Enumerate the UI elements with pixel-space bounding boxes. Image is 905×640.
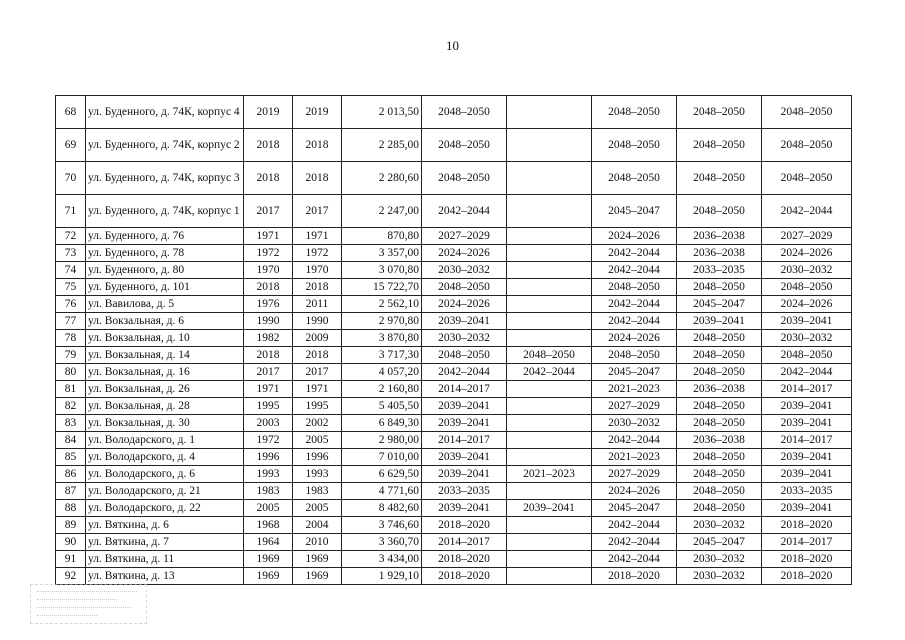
table-row	[56, 195, 852, 228]
period-1-cell: 2018–2020	[422, 568, 507, 585]
address-cell: ул. Володарского, д. 6	[86, 466, 244, 483]
period-5-cell: 2027–2029	[762, 228, 852, 245]
period-4-cell: 2045–2047	[677, 534, 762, 551]
table-row	[56, 517, 852, 534]
period-3-cell: 2021–2023	[592, 449, 677, 466]
address-cell: ул. Вяткина, д. 11	[86, 551, 244, 568]
year-commissioned-cell: 1971	[293, 381, 342, 398]
row-number: 88	[56, 500, 86, 517]
table-row	[56, 228, 852, 245]
housing-table	[55, 95, 852, 585]
row-number: 71	[56, 195, 86, 228]
area-cell: 2 280,60	[342, 162, 422, 195]
period-2-cell	[507, 449, 592, 466]
area-cell: 3 070,80	[342, 262, 422, 279]
table-row	[56, 347, 852, 364]
row-number: 81	[56, 381, 86, 398]
table-row	[56, 279, 852, 296]
period-3-cell: 2045–2047	[592, 195, 677, 228]
period-1-cell: 2018–2020	[422, 517, 507, 534]
year-commissioned-cell: 1993	[293, 466, 342, 483]
period-3-cell: 2042–2044	[592, 432, 677, 449]
period-3-cell: 2024–2026	[592, 228, 677, 245]
row-number: 79	[56, 347, 86, 364]
page-number: 10	[446, 38, 459, 53]
table-row	[56, 296, 852, 313]
period-2-cell	[507, 129, 592, 162]
address-cell: ул. Буденного, д. 76	[86, 228, 244, 245]
period-5-cell: 2048–2050	[762, 129, 852, 162]
period-1-cell: 2039–2041	[422, 398, 507, 415]
table-row	[56, 364, 852, 381]
address-cell: ул. Вокзальная, д. 16	[86, 364, 244, 381]
period-5-cell: 2048–2050	[762, 347, 852, 364]
table-row	[56, 162, 852, 195]
period-3-cell: 2045–2047	[592, 500, 677, 517]
period-5-cell: 2018–2020	[762, 568, 852, 585]
year-built-cell: 2018	[244, 279, 293, 296]
period-1-cell: 2018–2020	[422, 551, 507, 568]
period-3-cell: 2045–2047	[592, 364, 677, 381]
year-built-cell: 2018	[244, 347, 293, 364]
address-cell: ул. Буденного, д. 74К, корпус 1	[86, 195, 244, 228]
period-3-cell: 2048–2050	[592, 347, 677, 364]
period-2-cell	[507, 96, 592, 129]
period-1-cell: 2014–2017	[422, 432, 507, 449]
address-cell: ул. Буденного, д. 78	[86, 245, 244, 262]
area-cell: 2 285,00	[342, 129, 422, 162]
period-2-cell	[507, 398, 592, 415]
period-4-cell: 2030–2032	[677, 517, 762, 534]
address-cell: ул. Вяткина, д. 6	[86, 517, 244, 534]
year-commissioned-cell: 2018	[293, 347, 342, 364]
period-2-cell	[507, 517, 592, 534]
area-cell: 3 746,60	[342, 517, 422, 534]
year-commissioned-cell: 1969	[293, 551, 342, 568]
row-number: 75	[56, 279, 86, 296]
year-commissioned-cell: 2011	[293, 296, 342, 313]
period-4-cell: 2048–2050	[677, 96, 762, 129]
period-1-cell: 2039–2041	[422, 500, 507, 517]
period-3-cell: 2027–2029	[592, 466, 677, 483]
period-1-cell: 2039–2041	[422, 466, 507, 483]
period-4-cell: 2036–2038	[677, 381, 762, 398]
period-1-cell: 2030–2032	[422, 330, 507, 347]
period-4-cell: 2048–2050	[677, 466, 762, 483]
period-5-cell: 2024–2026	[762, 296, 852, 313]
area-cell: 6 629,50	[342, 466, 422, 483]
period-5-cell: 2039–2041	[762, 398, 852, 415]
table-row	[56, 449, 852, 466]
period-5-cell: 2014–2017	[762, 381, 852, 398]
area-cell: 2 013,50	[342, 96, 422, 129]
period-4-cell: 2048–2050	[677, 364, 762, 381]
table-row	[56, 313, 852, 330]
year-built-cell: 1976	[244, 296, 293, 313]
period-2-cell	[507, 313, 592, 330]
period-3-cell: 2048–2050	[592, 162, 677, 195]
year-commissioned-cell: 2018	[293, 279, 342, 296]
period-2-cell: 2042–2044	[507, 364, 592, 381]
area-cell: 2 160,80	[342, 381, 422, 398]
year-built-cell: 1972	[244, 245, 293, 262]
period-3-cell: 2048–2050	[592, 129, 677, 162]
period-3-cell: 2021–2023	[592, 381, 677, 398]
row-number: 89	[56, 517, 86, 534]
area-cell: 8 482,60	[342, 500, 422, 517]
year-commissioned-cell: 2005	[293, 500, 342, 517]
row-number: 85	[56, 449, 86, 466]
period-3-cell: 2042–2044	[592, 296, 677, 313]
row-number: 72	[56, 228, 86, 245]
year-built-cell: 1982	[244, 330, 293, 347]
table-row	[56, 500, 852, 517]
period-5-cell: 2039–2041	[762, 313, 852, 330]
period-5-cell: 2042–2044	[762, 364, 852, 381]
area-cell: 3 357,00	[342, 245, 422, 262]
address-cell: ул. Буденного, д. 74К, корпус 4	[86, 96, 244, 129]
year-commissioned-cell: 1996	[293, 449, 342, 466]
period-4-cell: 2048–2050	[677, 483, 762, 500]
row-number: 87	[56, 483, 86, 500]
period-2-cell	[507, 195, 592, 228]
address-cell: ул. Володарского, д. 21	[86, 483, 244, 500]
table-row	[56, 330, 852, 347]
period-2-cell	[507, 432, 592, 449]
period-4-cell: 2045–2047	[677, 296, 762, 313]
table-row	[56, 466, 852, 483]
row-number: 86	[56, 466, 86, 483]
table-row	[56, 534, 852, 551]
period-3-cell: 2048–2050	[592, 279, 677, 296]
year-built-cell: 1971	[244, 381, 293, 398]
period-1-cell: 2039–2041	[422, 449, 507, 466]
year-commissioned-cell: 1971	[293, 228, 342, 245]
period-4-cell: 2033–2035	[677, 262, 762, 279]
year-commissioned-cell: 2002	[293, 415, 342, 432]
period-1-cell: 2014–2017	[422, 534, 507, 551]
period-2-cell	[507, 262, 592, 279]
year-commissioned-cell: 1995	[293, 398, 342, 415]
address-cell: ул. Буденного, д. 80	[86, 262, 244, 279]
row-number: 80	[56, 364, 86, 381]
period-2-cell	[507, 415, 592, 432]
period-4-cell: 2048–2050	[677, 330, 762, 347]
period-1-cell: 2024–2026	[422, 245, 507, 262]
period-1-cell: 2048–2050	[422, 129, 507, 162]
year-commissioned-cell: 2017	[293, 364, 342, 381]
period-4-cell: 2048–2050	[677, 398, 762, 415]
period-4-cell: 2036–2038	[677, 245, 762, 262]
row-number: 74	[56, 262, 86, 279]
table-row	[56, 381, 852, 398]
period-5-cell: 2024–2026	[762, 245, 852, 262]
area-cell: 3 434,00	[342, 551, 422, 568]
period-1-cell: 2039–2041	[422, 415, 507, 432]
period-3-cell: 2042–2044	[592, 517, 677, 534]
year-built-cell: 1971	[244, 228, 293, 245]
year-commissioned-cell: 2004	[293, 517, 342, 534]
year-built-cell: 1993	[244, 466, 293, 483]
year-built-cell: 2005	[244, 500, 293, 517]
address-cell: ул. Володарского, д. 1	[86, 432, 244, 449]
area-cell: 2 980,00	[342, 432, 422, 449]
period-3-cell: 2042–2044	[592, 262, 677, 279]
period-5-cell: 2048–2050	[762, 162, 852, 195]
period-2-cell	[507, 568, 592, 585]
year-built-cell: 1968	[244, 517, 293, 534]
address-cell: ул. Буденного, д. 101	[86, 279, 244, 296]
year-built-cell: 1969	[244, 551, 293, 568]
year-built-cell: 1996	[244, 449, 293, 466]
year-built-cell: 1995	[244, 398, 293, 415]
period-3-cell: 2018–2020	[592, 568, 677, 585]
table-body	[56, 96, 852, 585]
year-built-cell: 1970	[244, 262, 293, 279]
year-built-cell: 2017	[244, 195, 293, 228]
row-number: 73	[56, 245, 86, 262]
year-commissioned-cell: 2018	[293, 129, 342, 162]
period-2-cell	[507, 245, 592, 262]
period-1-cell: 2048–2050	[422, 96, 507, 129]
period-2-cell	[507, 296, 592, 313]
period-1-cell: 2048–2050	[422, 162, 507, 195]
year-built-cell: 2019	[244, 96, 293, 129]
period-1-cell: 2042–2044	[422, 364, 507, 381]
period-3-cell: 2027–2029	[592, 398, 677, 415]
table-row	[56, 483, 852, 500]
row-number: 90	[56, 534, 86, 551]
year-commissioned-cell: 1969	[293, 568, 342, 585]
area-cell: 1 929,10	[342, 568, 422, 585]
year-built-cell: 2017	[244, 364, 293, 381]
period-4-cell: 2048–2050	[677, 500, 762, 517]
period-4-cell: 2048–2050	[677, 347, 762, 364]
year-commissioned-cell: 1983	[293, 483, 342, 500]
year-built-cell: 1964	[244, 534, 293, 551]
period-5-cell: 2033–2035	[762, 483, 852, 500]
period-4-cell: 2048–2050	[677, 195, 762, 228]
area-cell: 4 771,60	[342, 483, 422, 500]
period-4-cell: 2030–2032	[677, 551, 762, 568]
period-2-cell: 2021–2023	[507, 466, 592, 483]
period-5-cell: 2039–2041	[762, 500, 852, 517]
area-cell: 3 717,30	[342, 347, 422, 364]
period-5-cell: 2042–2044	[762, 195, 852, 228]
period-4-cell: 2048–2050	[677, 449, 762, 466]
period-5-cell: 2018–2020	[762, 551, 852, 568]
period-2-cell	[507, 279, 592, 296]
year-commissioned-cell: 2009	[293, 330, 342, 347]
period-1-cell: 2030–2032	[422, 262, 507, 279]
row-number: 70	[56, 162, 86, 195]
address-cell: ул. Вяткина, д. 13	[86, 568, 244, 585]
period-3-cell: 2030–2032	[592, 415, 677, 432]
year-commissioned-cell: 2005	[293, 432, 342, 449]
year-built-cell: 2018	[244, 162, 293, 195]
row-number: 92	[56, 568, 86, 585]
period-1-cell: 2048–2050	[422, 347, 507, 364]
period-4-cell: 2036–2038	[677, 228, 762, 245]
year-built-cell: 2018	[244, 129, 293, 162]
period-4-cell: 2048–2050	[677, 279, 762, 296]
period-1-cell: 2024–2026	[422, 296, 507, 313]
period-5-cell: 2048–2050	[762, 279, 852, 296]
address-cell: ул. Вокзальная, д. 26	[86, 381, 244, 398]
year-built-cell: 1972	[244, 432, 293, 449]
address-cell: ул. Вокзальная, д. 6	[86, 313, 244, 330]
area-cell: 5 405,50	[342, 398, 422, 415]
period-5-cell: 2039–2041	[762, 449, 852, 466]
row-number: 76	[56, 296, 86, 313]
area-cell: 6 849,30	[342, 415, 422, 432]
period-2-cell: 2039–2041	[507, 500, 592, 517]
table-row	[56, 129, 852, 162]
table-row	[56, 432, 852, 449]
year-commissioned-cell: 1970	[293, 262, 342, 279]
period-3-cell: 2024–2026	[592, 483, 677, 500]
period-1-cell: 2027–2029	[422, 228, 507, 245]
faded-stamp	[30, 584, 147, 624]
year-built-cell: 1983	[244, 483, 293, 500]
period-2-cell: 2048–2050	[507, 347, 592, 364]
area-cell: 2 970,80	[342, 313, 422, 330]
area-cell: 7 010,00	[342, 449, 422, 466]
period-1-cell: 2048–2050	[422, 279, 507, 296]
row-number: 78	[56, 330, 86, 347]
address-cell: ул. Вокзальная, д. 10	[86, 330, 244, 347]
address-cell: ул. Володарского, д. 4	[86, 449, 244, 466]
period-5-cell: 2018–2020	[762, 517, 852, 534]
period-1-cell: 2042–2044	[422, 195, 507, 228]
period-4-cell: 2036–2038	[677, 432, 762, 449]
period-5-cell: 2030–2032	[762, 330, 852, 347]
row-number: 77	[56, 313, 86, 330]
period-2-cell	[507, 330, 592, 347]
period-4-cell: 2048–2050	[677, 162, 762, 195]
address-cell: ул. Вокзальная, д. 30	[86, 415, 244, 432]
table-row	[56, 262, 852, 279]
area-cell: 2 247,00	[342, 195, 422, 228]
address-cell: ул. Вяткина, д. 7	[86, 534, 244, 551]
year-commissioned-cell: 2019	[293, 96, 342, 129]
period-3-cell: 2042–2044	[592, 551, 677, 568]
row-number: 91	[56, 551, 86, 568]
period-2-cell	[507, 483, 592, 500]
year-commissioned-cell: 2010	[293, 534, 342, 551]
year-commissioned-cell: 2018	[293, 162, 342, 195]
address-cell: ул. Вокзальная, д. 28	[86, 398, 244, 415]
period-4-cell: 2048–2050	[677, 415, 762, 432]
table-row	[56, 245, 852, 262]
period-1-cell: 2039–2041	[422, 313, 507, 330]
area-cell: 2 562,10	[342, 296, 422, 313]
period-5-cell: 2014–2017	[762, 432, 852, 449]
year-commissioned-cell: 1972	[293, 245, 342, 262]
period-4-cell: 2039–2041	[677, 313, 762, 330]
period-3-cell: 2042–2044	[592, 534, 677, 551]
period-5-cell: 2030–2032	[762, 262, 852, 279]
area-cell: 3 360,70	[342, 534, 422, 551]
period-3-cell: 2024–2026	[592, 330, 677, 347]
period-2-cell	[507, 228, 592, 245]
period-2-cell	[507, 162, 592, 195]
year-commissioned-cell: 2017	[293, 195, 342, 228]
table-row	[56, 551, 852, 568]
address-cell: ул. Вокзальная, д. 14	[86, 347, 244, 364]
year-built-cell: 2003	[244, 415, 293, 432]
address-cell: ул. Буденного, д. 74К, корпус 3	[86, 162, 244, 195]
year-built-cell: 1969	[244, 568, 293, 585]
period-4-cell: 2030–2032	[677, 568, 762, 585]
period-5-cell: 2048–2050	[762, 96, 852, 129]
address-cell: ул. Буденного, д. 74К, корпус 2	[86, 129, 244, 162]
period-2-cell	[507, 534, 592, 551]
period-1-cell: 2014–2017	[422, 381, 507, 398]
row-number: 83	[56, 415, 86, 432]
period-4-cell: 2048–2050	[677, 129, 762, 162]
period-5-cell: 2039–2041	[762, 415, 852, 432]
address-cell: ул. Володарского, д. 22	[86, 500, 244, 517]
table-row	[56, 96, 852, 129]
period-1-cell: 2033–2035	[422, 483, 507, 500]
area-cell: 870,80	[342, 228, 422, 245]
period-2-cell	[507, 381, 592, 398]
period-3-cell: 2048–2050	[592, 96, 677, 129]
area-cell: 3 870,80	[342, 330, 422, 347]
table-row	[56, 415, 852, 432]
table-row	[56, 568, 852, 585]
area-cell: 4 057,20	[342, 364, 422, 381]
area-cell: 15 722,70	[342, 279, 422, 296]
period-2-cell	[507, 551, 592, 568]
period-3-cell: 2042–2044	[592, 313, 677, 330]
period-5-cell: 2039–2041	[762, 466, 852, 483]
year-commissioned-cell: 1990	[293, 313, 342, 330]
row-number: 69	[56, 129, 86, 162]
row-number: 82	[56, 398, 86, 415]
row-number: 84	[56, 432, 86, 449]
table-row	[56, 398, 852, 415]
period-3-cell: 2042–2044	[592, 245, 677, 262]
row-number: 68	[56, 96, 86, 129]
period-5-cell: 2014–2017	[762, 534, 852, 551]
address-cell: ул. Вавилова, д. 5	[86, 296, 244, 313]
year-built-cell: 1990	[244, 313, 293, 330]
